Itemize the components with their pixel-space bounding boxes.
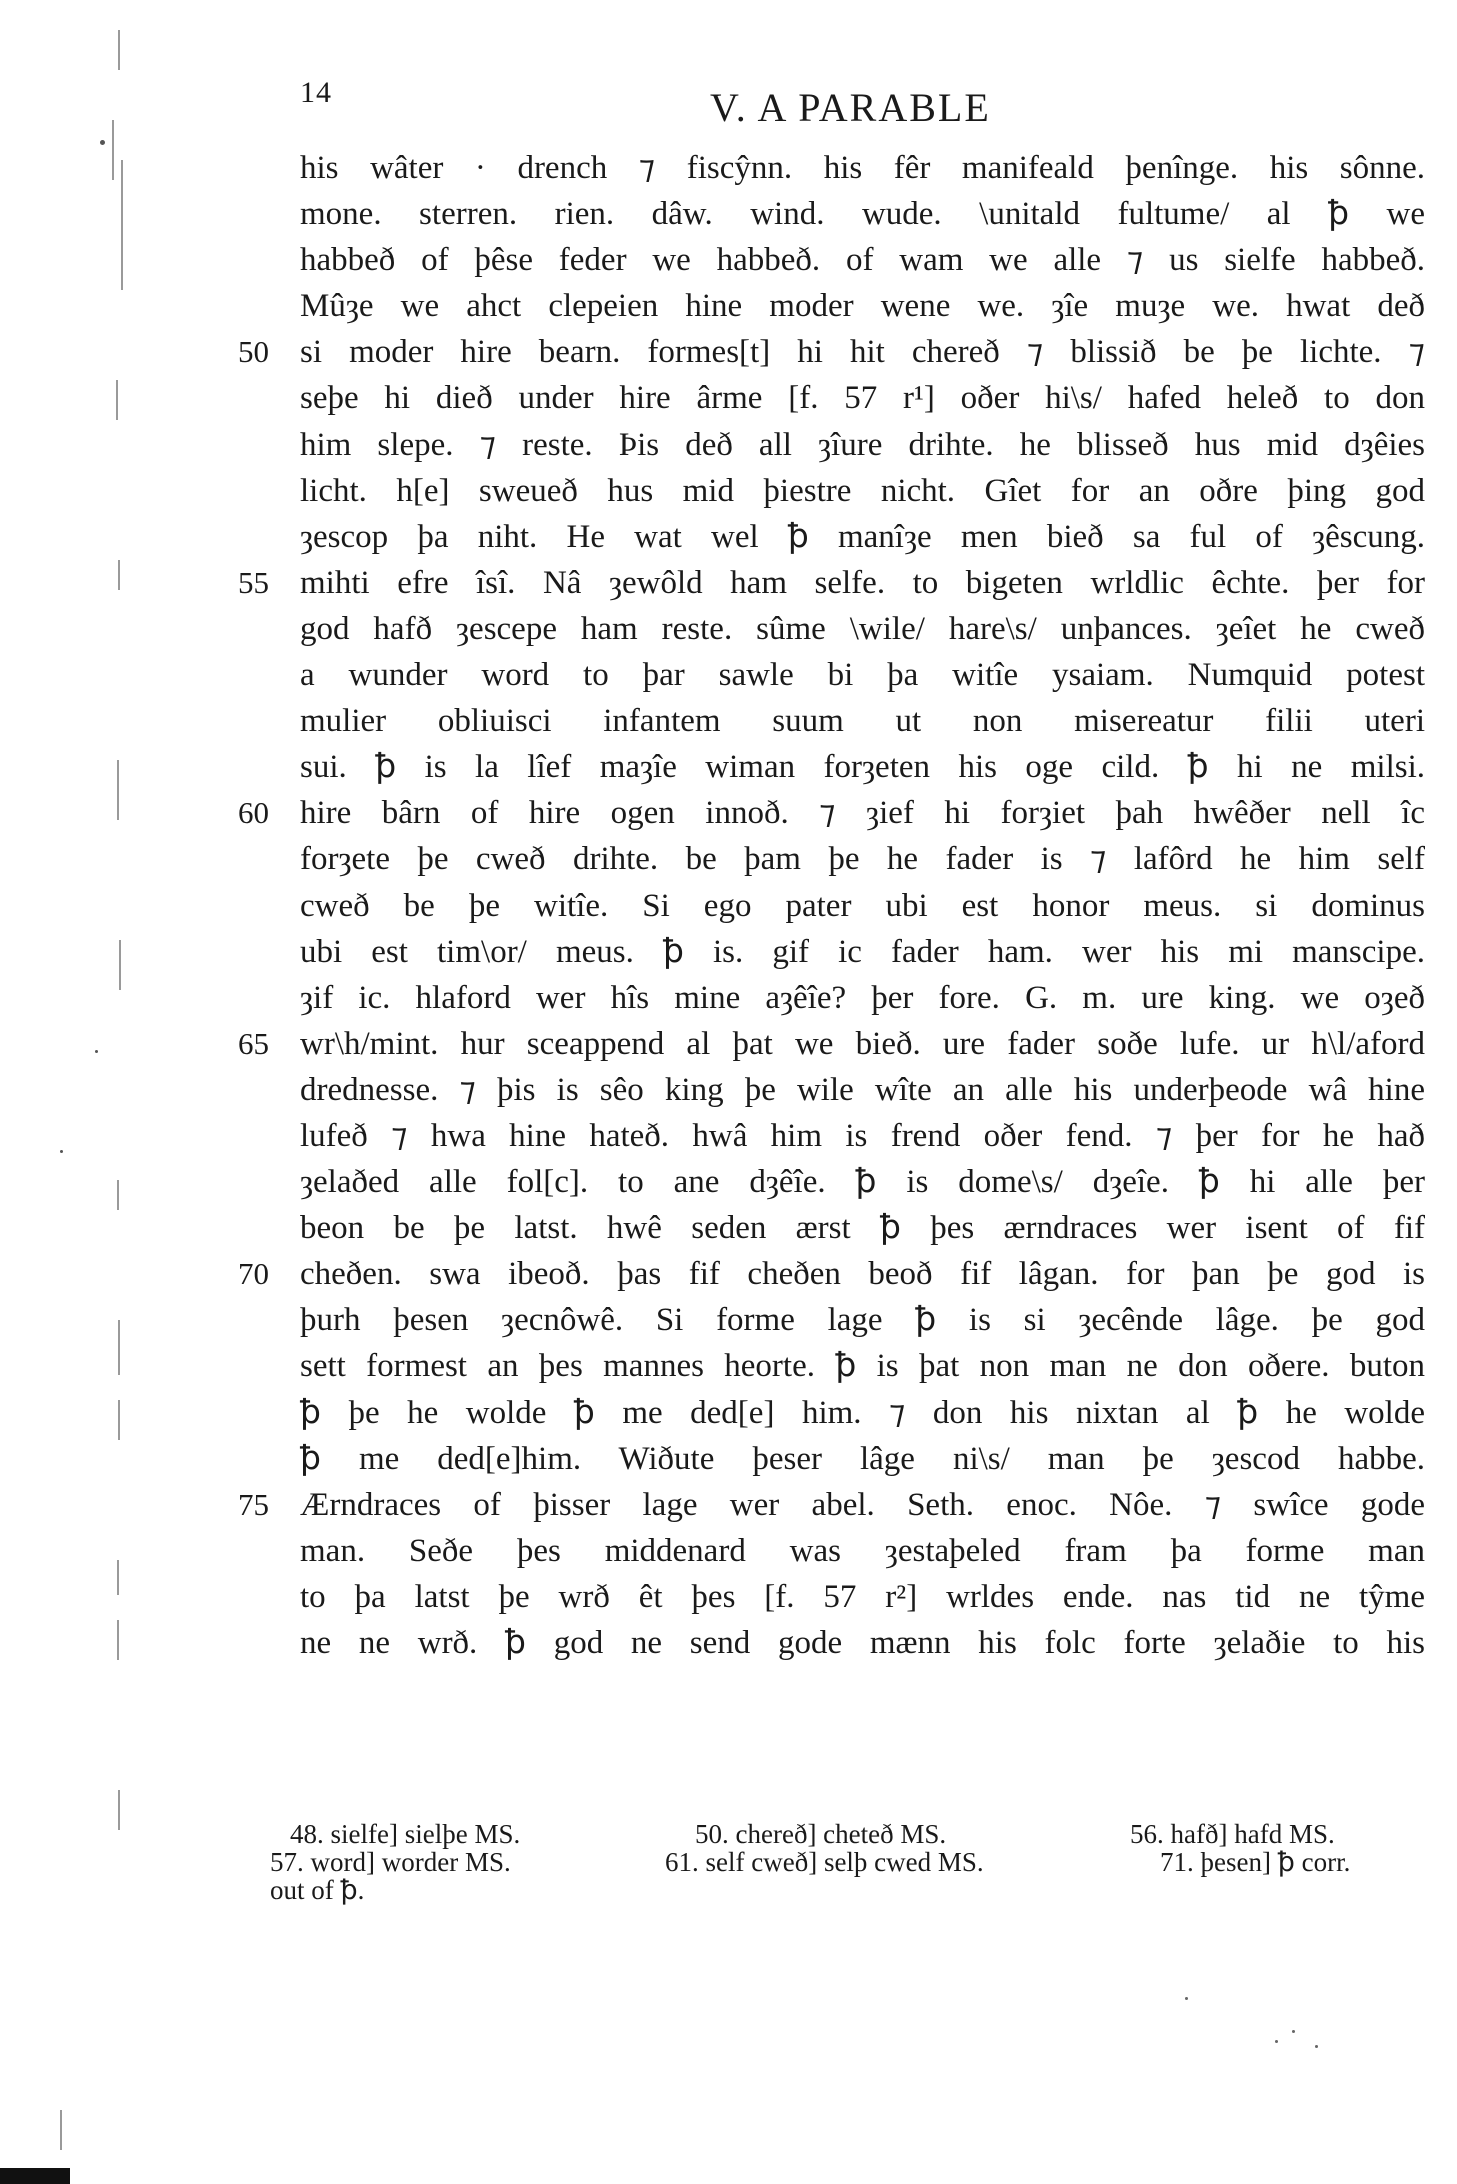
line-text: cweð be þe witîe. Si ego pater ubi est honor meus. si dominus bbox=[300, 887, 1425, 924]
page-number: 14 bbox=[300, 76, 332, 109]
footnote: 71. þesen] ꝥ corr. bbox=[1160, 1847, 1351, 1877]
text-line bbox=[238, 1482, 1430, 1528]
line-number: 60 bbox=[238, 795, 269, 831]
text-line bbox=[300, 1436, 1430, 1482]
line-text: Ærndraces of þisser lage wer abel. Seth. enoc. Nôe. ⁊ swîce gode bbox=[300, 1486, 1425, 1523]
line-text: ne ne wrð. ꝥ god ne send gode mænn his folc forte ȝelaðie to his bbox=[300, 1625, 1425, 1661]
text-line bbox=[300, 698, 1430, 744]
line-text: ȝif ic. hlaford wer hîs mine aȝêîe? þer fore. G. m. ure king. we oȝeð bbox=[300, 979, 1425, 1016]
line-text: man. Seðe þes middenard was ȝestaþeled fram þa forme man bbox=[300, 1532, 1425, 1569]
line-text: sui. ꝥ is la lîef maȝîe wiman forȝeten his oge cild. ꝥ hi ne milsi. bbox=[300, 749, 1425, 786]
text-line bbox=[300, 1574, 1430, 1620]
line-text: beon be þe latst. hwê seden ærst ꝥ þes ærndraces wer isent of fif bbox=[300, 1210, 1425, 1247]
text-line bbox=[300, 836, 1430, 882]
line-text: ubi est tim\or/ meus. ꝥ is. gif ic fader ham. wer his mi manscipe. bbox=[300, 933, 1425, 970]
binding-mark bbox=[116, 380, 118, 420]
line-text: þurh þesen ȝecnôwê. Si forme lage ꝥ is si ȝecênde lâge. þe god bbox=[300, 1302, 1425, 1339]
binding-mark bbox=[112, 120, 114, 180]
line-text: lufeð ⁊ hwa hine hateð. hwâ him is frend oðer fend. ⁊ þer for he hað bbox=[300, 1117, 1425, 1154]
text-line bbox=[300, 1067, 1430, 1113]
binding-mark bbox=[117, 1560, 119, 1595]
text-line bbox=[300, 929, 1430, 975]
text-line bbox=[300, 1528, 1430, 1574]
line-text: ꝥ þe he wolde ꝥ me ded[e] him. ⁊ don his nixtan al ꝥ he wolde bbox=[300, 1394, 1425, 1431]
line-text: licht. h[e] sweueð hus mid þiestre nicht. Gîet for an oðre þing god bbox=[300, 472, 1425, 509]
line-text: mihti efre îsî. Nâ ȝewôld ham selfe. to bigeten wrldlic êchte. þer for bbox=[300, 564, 1425, 601]
text-line bbox=[238, 329, 1430, 375]
text-line bbox=[300, 1113, 1430, 1159]
line-text: habbeð of þêse feder we habbeð. of wam we alle ⁊ us sielfe habbeð. bbox=[300, 242, 1425, 279]
binding-mark bbox=[119, 940, 121, 990]
footnote: out of ꝥ. bbox=[270, 1875, 365, 1905]
line-text: god hafð ȝescepe ham reste. sûme \wile/ hare\s/ unþances. ȝeîet he cweð bbox=[300, 610, 1425, 647]
line-text: his wâter · drench ⁊ fiscŷnn. his fêr manifeald þenînge. his sônne. bbox=[300, 150, 1425, 186]
line-number: 55 bbox=[238, 564, 269, 600]
line-text: Mûȝe we ahct clepeien hine moder wene we. ȝîe muȝe we. hwat deð bbox=[300, 288, 1425, 325]
footnote: 48. sielfe] sielþe MS. bbox=[290, 1819, 521, 1849]
line-number: 65 bbox=[238, 1025, 269, 1061]
line-text: seþe hi dieð under hire ârme [f. 57 r¹] oðer hi\s/ hafed heleð to don bbox=[300, 380, 1425, 417]
binding-mark bbox=[117, 1180, 119, 1210]
text-line bbox=[300, 606, 1430, 652]
text-line bbox=[300, 1159, 1430, 1205]
speck bbox=[100, 140, 105, 145]
line-text: ꝥ me ded[e]him. Wiðute þeser lâge ni\s/ man þe ȝescod habbe. bbox=[300, 1440, 1425, 1477]
line-number: 75 bbox=[238, 1486, 269, 1522]
binding-mark bbox=[117, 760, 119, 820]
line-text: cheðen. swa ibeoð. þas fif cheðen beoð fif lâgan. for þan þe god is bbox=[300, 1256, 1425, 1293]
text-line bbox=[300, 1205, 1430, 1251]
binding-mark bbox=[118, 30, 120, 70]
line-text: ȝelaðed alle fol[c]. to ane dȝêîe. ꝥ is dome\s/ dȝeîe. ꝥ hi alle þer bbox=[300, 1164, 1425, 1201]
line-text: sett formest an þes mannes heorte. ꝥ is þat non man ne don oðere. buton bbox=[300, 1348, 1425, 1385]
text-line bbox=[300, 468, 1430, 514]
text-line bbox=[300, 1390, 1430, 1436]
speck bbox=[1275, 2040, 1278, 2043]
binding-mark bbox=[117, 1620, 119, 1660]
speck bbox=[60, 1150, 63, 1153]
main-text-block bbox=[238, 145, 1430, 1666]
speck bbox=[1185, 1997, 1188, 2000]
text-line bbox=[238, 1251, 1430, 1297]
text-line bbox=[238, 1021, 1430, 1067]
line-text: drednesse. ⁊ þis is sêo king þe wile wîte an alle his underþeode wâ hine bbox=[300, 1071, 1425, 1108]
speck bbox=[95, 1050, 98, 1053]
line-number: 50 bbox=[238, 334, 269, 370]
text-line bbox=[300, 514, 1430, 560]
footnote: 50. chereð] cheteð MS. bbox=[695, 1819, 947, 1849]
speck bbox=[1292, 2030, 1295, 2033]
text-line bbox=[300, 237, 1430, 283]
page-edge-shadow bbox=[0, 2168, 70, 2184]
page-gutter bbox=[0, 0, 140, 2184]
binding-mark bbox=[121, 160, 123, 290]
line-text: hire bârn of hire ogen innoð. ⁊ ȝief hi forȝiet þah hwêðer nell îc bbox=[300, 795, 1425, 832]
line-text: mone. sterren. rien. dâw. wind. wude. \unitald fultume/ al ꝥ we bbox=[300, 196, 1425, 233]
footnote: 57. word] worder MS. bbox=[270, 1847, 511, 1877]
binding-mark bbox=[60, 2110, 62, 2150]
speck bbox=[1315, 2045, 1318, 2048]
footnote: 61. self cweð] selþ cwed MS. bbox=[665, 1847, 984, 1877]
text-line bbox=[300, 283, 1430, 329]
text-line bbox=[300, 744, 1430, 790]
binding-mark bbox=[118, 1320, 120, 1375]
text-line bbox=[300, 975, 1430, 1021]
text-line bbox=[300, 1620, 1430, 1666]
text-line bbox=[300, 883, 1430, 929]
footnote-column-3 bbox=[1130, 1820, 1450, 1876]
binding-mark bbox=[118, 1400, 120, 1440]
binding-mark bbox=[118, 1790, 120, 1830]
line-text: forȝete þe cweð drihte. be þam þe he fader is ⁊ lafôrd he him self bbox=[300, 841, 1425, 878]
text-line bbox=[300, 145, 1430, 191]
text-line bbox=[300, 1297, 1430, 1343]
footnote-column-2 bbox=[665, 1820, 1085, 1876]
running-title: V. A PARABLE bbox=[710, 85, 991, 130]
line-number: 70 bbox=[238, 1256, 269, 1292]
line-text: si moder hire bearn. formes[t] hi hit chereð ⁊ blissið be þe lichte. ⁊ bbox=[300, 334, 1425, 371]
line-text: a wunder word to þar sawle bi þa witîe ysaiam. Numquid potest bbox=[300, 657, 1425, 694]
line-text: him slepe. ⁊ reste. Þis deð all ȝîure drihte. he blisseð hus mid dȝêies bbox=[300, 426, 1425, 463]
text-line bbox=[300, 1343, 1430, 1389]
binding-mark bbox=[118, 560, 120, 590]
text-line bbox=[300, 191, 1430, 237]
text-line bbox=[238, 790, 1430, 836]
text-line bbox=[300, 652, 1430, 698]
text-line bbox=[238, 560, 1430, 606]
line-text: wr\h/mint. hur sceappend al þat we bieð. ure fader soðe lufe. ur h\l/aford bbox=[300, 1025, 1425, 1062]
footnote-column-1 bbox=[260, 1820, 620, 1904]
line-text: to þa latst þe wrð êt þes [f. 57 r²] wrldes ende. nas tid ne tŷme bbox=[300, 1578, 1425, 1615]
footnote: 56. hafð] hafd MS. bbox=[1130, 1819, 1335, 1849]
line-text: mulier obliuisci infantem suum ut non misereatur filii uteri bbox=[300, 703, 1425, 740]
text-line bbox=[300, 422, 1430, 468]
text-line bbox=[300, 375, 1430, 421]
line-text: ȝescop þa niht. He wat wel ꝥ manîȝe men bieð sa ful of ȝêscung. bbox=[300, 518, 1425, 555]
